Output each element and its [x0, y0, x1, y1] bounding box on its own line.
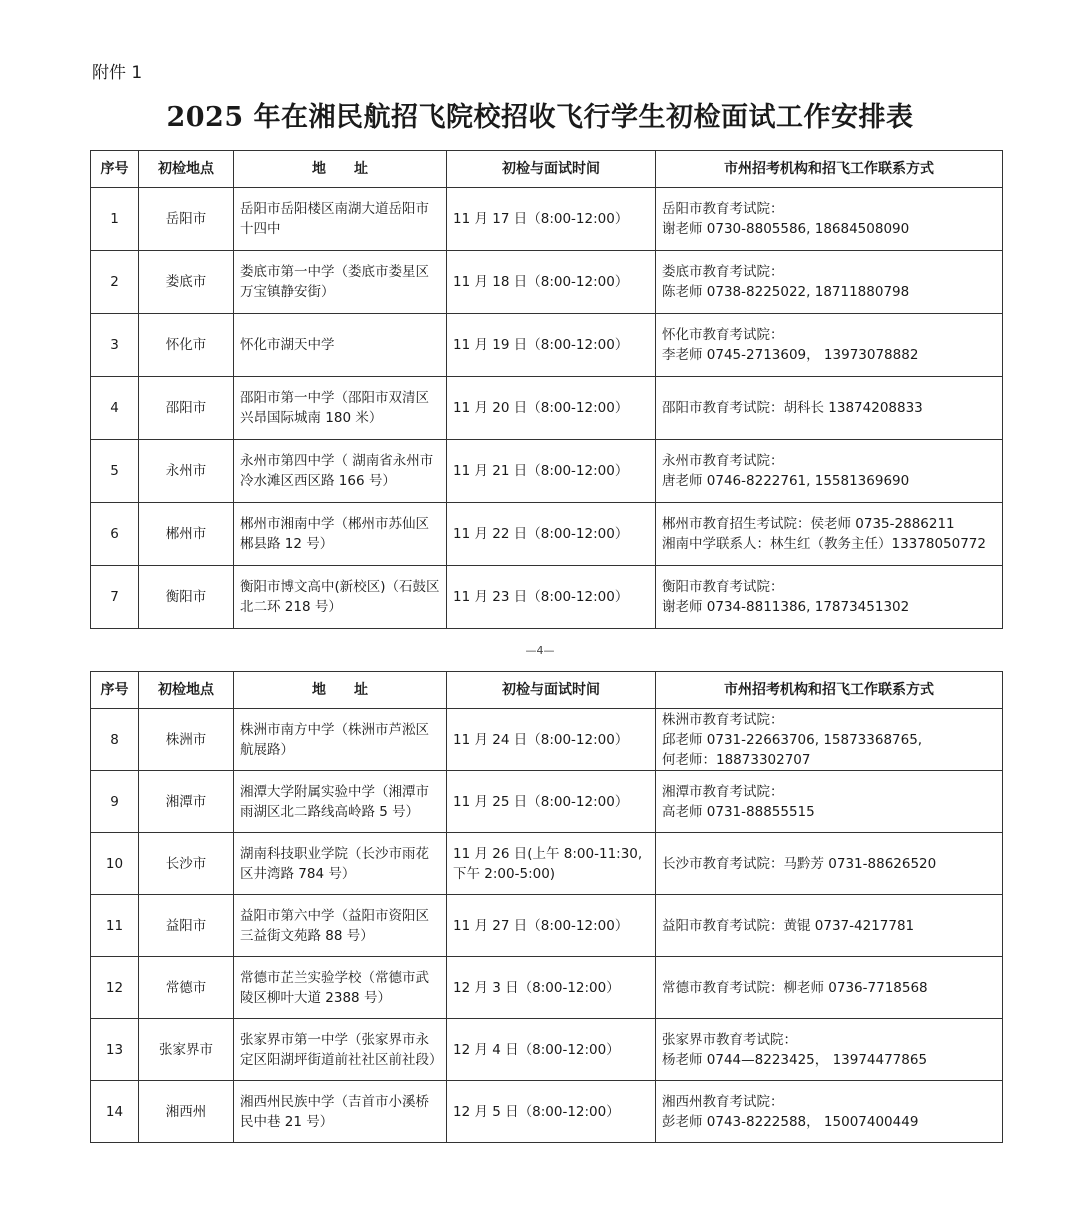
row-address: 邵阳市第一中学（邵阳市双清区兴昂国际城南 180 米）: [234, 377, 447, 440]
row-city: 益阳市: [139, 895, 234, 957]
row-number: 13: [91, 1019, 139, 1081]
row-time: 12 月 4 日（8:00-12:00）: [447, 1019, 656, 1081]
row-time: 11 月 21 日（8:00-12:00）: [447, 440, 656, 503]
row-number: 6: [91, 503, 139, 566]
header-contact: 市州招考机构和招飞工作联系方式: [656, 672, 1003, 709]
header-address: 地 址: [234, 151, 447, 188]
table-row: [91, 833, 1003, 895]
row-address: 湘潭大学附属实验中学（湘潭市雨湖区北二路线高岭路 5 号）: [234, 771, 447, 833]
row-city: 湘潭市: [139, 771, 234, 833]
table-row: [91, 377, 1003, 440]
row-contact: 湘潭市教育考试院： 高老师 0731-88855515: [656, 771, 1003, 833]
row-number: 7: [91, 566, 139, 629]
document-title: 2025 年在湘民航招飞院校招收飞行学生初检面试工作安排表: [166, 102, 914, 133]
row-city: 岳阳市: [139, 188, 234, 251]
row-city: 常德市: [139, 957, 234, 1019]
row-time: 11 月 23 日（8:00-12:00）: [447, 566, 656, 629]
table-row: [91, 566, 1003, 629]
header-no: 序号: [91, 672, 139, 709]
table-row: [91, 188, 1003, 251]
row-contact: 怀化市教育考试院： 李老师 0745-2713609， 13973078882: [656, 314, 1003, 377]
table-row: [91, 1081, 1003, 1143]
row-contact: 益阳市教育考试院：黄锟 0737-4217781: [656, 895, 1003, 957]
row-contact: 湘西州教育考试院： 彭老师 0743-8222588， 15007400449: [656, 1081, 1003, 1143]
row-contact: 长沙市教育考试院：马黔芳 0731-88626520: [656, 833, 1003, 895]
row-city: 怀化市: [139, 314, 234, 377]
row-time: 11 月 19 日（8:00-12:00）: [447, 314, 656, 377]
table-header-row: [91, 151, 1003, 188]
row-time: 11 月 17 日（8:00-12:00）: [447, 188, 656, 251]
table-row: [91, 709, 1003, 771]
row-address: 郴州市湘南中学（郴州市苏仙区郴县路 12 号）: [234, 503, 447, 566]
row-number: 10: [91, 833, 139, 895]
row-number: 14: [91, 1081, 139, 1143]
row-number: 2: [91, 251, 139, 314]
row-city: 永州市: [139, 440, 234, 503]
header-contact: 市州招考机构和招飞工作联系方式: [656, 151, 1003, 188]
row-time: 11 月 25 日（8:00-12:00）: [447, 771, 656, 833]
row-address: 湖南科技职业学院（长沙市雨花区井湾路 784 号）: [234, 833, 447, 895]
schedule-table-2: [90, 671, 1003, 1143]
row-number: 12: [91, 957, 139, 1019]
row-address: 娄底市第一中学（娄底市娄星区万宝镇静安街）: [234, 251, 447, 314]
attachment-label: 附件 1: [92, 63, 143, 83]
header-time: 初检与面试时间: [447, 151, 656, 188]
row-contact: 娄底市教育考试院： 陈老师 0738-8225022, 18711880798: [656, 251, 1003, 314]
row-city: 株洲市: [139, 709, 234, 771]
header-city: 初检地点: [139, 151, 234, 188]
row-city: 邵阳市: [139, 377, 234, 440]
row-time: 12 月 3 日（8:00-12:00）: [447, 957, 656, 1019]
table-header-row: [91, 672, 1003, 709]
row-number: 1: [91, 188, 139, 251]
row-address: 益阳市第六中学（益阳市资阳区三益街文苑路 88 号）: [234, 895, 447, 957]
row-number: 5: [91, 440, 139, 503]
row-city: 衡阳市: [139, 566, 234, 629]
table-row: [91, 895, 1003, 957]
row-address: 株洲市南方中学（株洲市芦淞区航展路）: [234, 709, 447, 771]
row-city: 娄底市: [139, 251, 234, 314]
row-number: 9: [91, 771, 139, 833]
row-time: 11 月 26 日(上午 8:00-11:30, 下午 2:00-5:00): [447, 833, 656, 895]
row-city: 长沙市: [139, 833, 234, 895]
row-time: 11 月 27 日（8:00-12:00）: [447, 895, 656, 957]
row-contact: 衡阳市教育考试院： 谢老师 0734-8811386, 17873451302: [656, 566, 1003, 629]
row-contact: 岳阳市教育考试院： 谢老师 0730-8805586, 18684508090: [656, 188, 1003, 251]
schedule-table-1: [90, 150, 1003, 629]
table-row: [91, 771, 1003, 833]
row-contact: 常德市教育考试院：柳老师 0736-7718568: [656, 957, 1003, 1019]
row-time: 11 月 20 日（8:00-12:00）: [447, 377, 656, 440]
page-number: —4—: [525, 644, 555, 657]
row-city: 湘西州: [139, 1081, 234, 1143]
row-city: 郴州市: [139, 503, 234, 566]
table-row: [91, 503, 1003, 566]
row-time: 11 月 24 日（8:00-12:00）: [447, 709, 656, 771]
row-contact: 株洲市教育考试院： 邱老师 0731-22663706, 15873368765, 何老师：18873302707: [656, 709, 1003, 771]
table-body-1: [91, 188, 1003, 629]
row-contact: 永州市教育考试院： 唐老师 0746-8222761, 15581369690: [656, 440, 1003, 503]
row-address: 湘西州民族中学（吉首市小溪桥民中巷 21 号）: [234, 1081, 447, 1143]
table-row: [91, 440, 1003, 503]
row-number: 3: [91, 314, 139, 377]
row-contact: 张家界市教育考试院： 杨老师 0744—8223425， 13974477865: [656, 1019, 1003, 1081]
table-row: [91, 957, 1003, 1019]
row-time: 11 月 22 日（8:00-12:00）: [447, 503, 656, 566]
row-number: 11: [91, 895, 139, 957]
table-row: [91, 1019, 1003, 1081]
row-time: 12 月 5 日（8:00-12:00）: [447, 1081, 656, 1143]
row-address: 常德市芷兰实验学校（常德市武陵区柳叶大道 2388 号）: [234, 957, 447, 1019]
table-body-2: [91, 709, 1003, 1143]
table-row: [91, 314, 1003, 377]
row-number: 4: [91, 377, 139, 440]
row-number: 8: [91, 709, 139, 771]
row-city: 张家界市: [139, 1019, 234, 1081]
row-address: 岳阳市岳阳楼区南湖大道岳阳市十四中: [234, 188, 447, 251]
table-row: [91, 251, 1003, 314]
header-no: 序号: [91, 151, 139, 188]
row-address: 永州市第四中学（ 湖南省永州市冷水滩区西区路 166 号）: [234, 440, 447, 503]
header-time: 初检与面试时间: [447, 672, 656, 709]
row-time: 11 月 18 日（8:00-12:00）: [447, 251, 656, 314]
row-contact: 郴州市教育招生考试院：侯老师 0735-2886211 湘南中学联系人：林生红（教务主任）13378050772: [656, 503, 1003, 566]
row-address: 张家界市第一中学（张家界市永定区阳湖坪街道前社社区前社段）: [234, 1019, 447, 1081]
row-address: 怀化市湖天中学: [234, 314, 447, 377]
header-address: 地 址: [234, 672, 447, 709]
row-contact: 邵阳市教育考试院：胡科长 13874208833: [656, 377, 1003, 440]
header-city: 初检地点: [139, 672, 234, 709]
row-address: 衡阳市博文高中(新校区)（石鼓区北二环 218 号）: [234, 566, 447, 629]
